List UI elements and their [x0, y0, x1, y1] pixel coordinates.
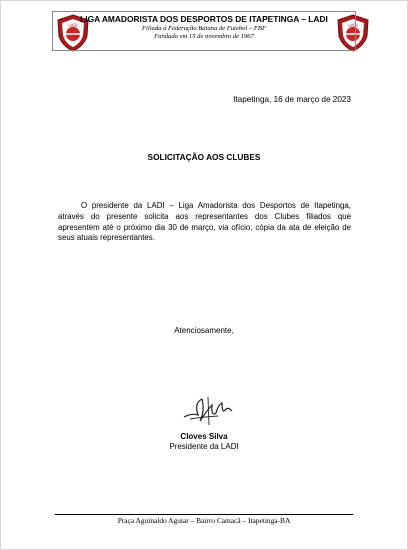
signer-name: Cloves Silva: [180, 432, 228, 441]
handwritten-signature: [178, 393, 238, 429]
svg-text:LADI: LADI: [348, 23, 358, 28]
footer-divider: [55, 514, 353, 515]
footer-address: Praça Aguinaldo Aguiar – Bairro Camacã – Itapetinga-BA: [117, 516, 291, 525]
affiliation-text: Filiada à Federação Baiana de Futebol – FBF: [142, 24, 266, 32]
document-title: SOLICITAÇÃO AOS CLUBES: [147, 152, 261, 162]
closing-text: Atenciosamente,: [174, 326, 234, 335]
signer-role: Presidente da LADI: [169, 442, 239, 451]
letterhead: [52, 11, 356, 51]
document-body: O presidente da LADI – Liga Amadorista dos Desportos de Itapetinga, através do presente solicita aos representantes dos Clubes filiados que apresentem até o próximo dia 30 de março, via ofício, cópia da ata de eleição de seus atuais representantes.: [58, 201, 351, 243]
founded-text: Fundada em 15 de novembro de 1967: [154, 32, 254, 40]
document-date: Itapetinga, 16 de março de 2023: [233, 95, 351, 104]
svg-text:LADI: LADI: [68, 23, 78, 28]
organization-title: LIGA AMADORISTA DOS DESPORTOS DE ITAPETINGA – LADI: [80, 14, 328, 24]
